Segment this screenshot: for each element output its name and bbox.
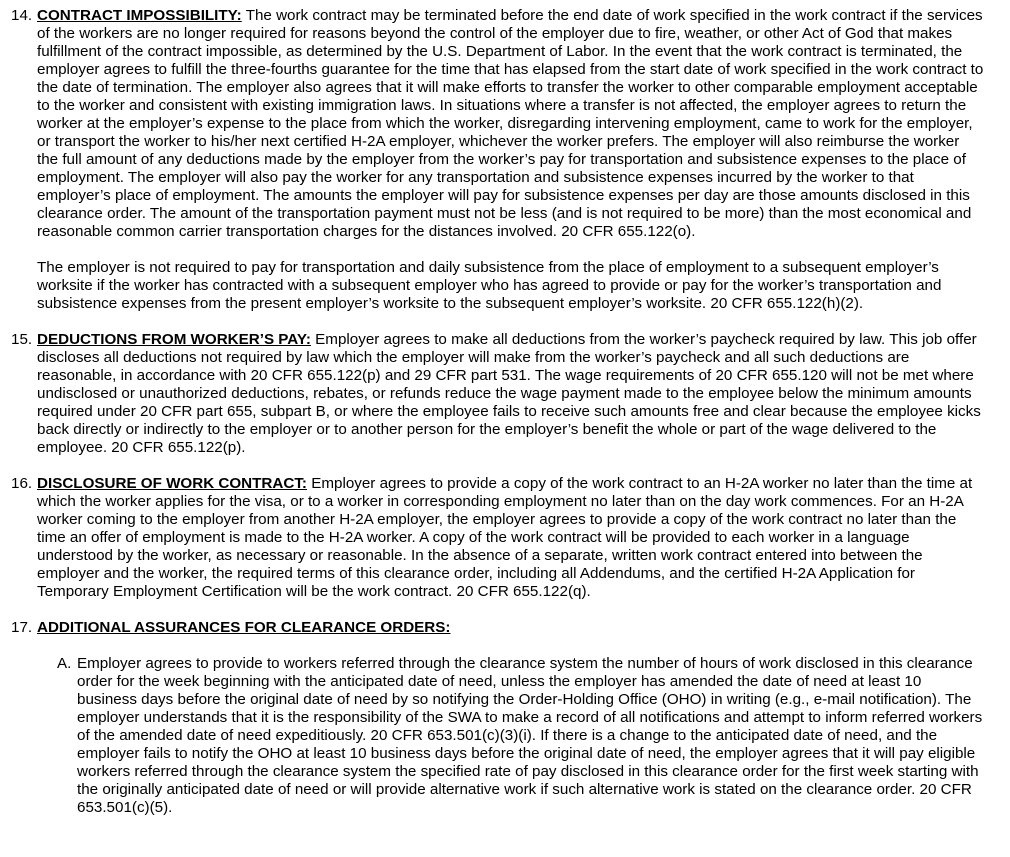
section-paragraph: The employer is not required to pay for transportation and daily subsistence from the place of employment to a subsequent employer’s worksite if the worker has contracted with a subsequent employer who has agreed to provide or pay for the worker’s transportation and subsistence expenses from the present employer’s worksite to the subsequent employer’s worksite. 20 CFR 655.122(h)(2).: [37, 259, 942, 312]
section-number: 17.: [11, 619, 33, 636]
section-number: 16.: [11, 475, 33, 492]
subitem-list: [57, 655, 984, 817]
section-body: [37, 331, 984, 457]
section-paragraph: [37, 475, 984, 601]
section-body: [37, 7, 984, 313]
section-15-deductions: [11, 331, 984, 457]
subitem-text: Employer agrees to provide to workers referred through the clearance system the number of hours of work disclosed in this clearance order for the week beginning with the anticipated date of need, unless the employer has amended the date of need at least 10 business days before the original date of need by so notifying the Order-Holding Office (OHO) in writing (e.g., e-mail notification). The employer understands that it is the responsibility of the SWA to make a record of all notifications and attempt to inform referred workers of the amended date of need expeditiously. 20 CFR 653.501(c)(3)(i). If there is a change to the anticipated date of need, and the employer fails to notify the OHO at least 10 business days before the original date of need, the employer agrees that it will pay eligible workers referred through the clearance system the specified rate of pay disclosed in this clearance order for the first week starting with the originally anticipated date of need or will provide alternative work if such alternative work is stated on the clearance order. 20 CFR 653.501(c)(5).: [77, 655, 983, 816]
section-number: 15.: [11, 331, 33, 348]
subitem-label: A.: [57, 655, 72, 672]
section-paragraph: [37, 619, 984, 637]
section-number: 14.: [11, 7, 33, 24]
section-body: [37, 619, 984, 817]
section-heading: DISCLOSURE OF WORK CONTRACT:: [37, 475, 307, 492]
subitem-a: [57, 655, 984, 817]
section-heading: CONTRACT IMPOSSIBILITY:: [37, 7, 242, 24]
section-16-disclosure: [11, 475, 984, 601]
section-14-contract-impossibility: [11, 7, 984, 313]
section-paragraph: [37, 7, 984, 241]
section-heading: DEDUCTIONS FROM WORKER’S PAY:: [37, 331, 311, 348]
section-heading: ADDITIONAL ASSURANCES FOR CLEARANCE ORDERS:: [37, 619, 451, 636]
section-text: Employer agrees to make all deductions from the worker’s paycheck required by law. This job offer discloses all deductions not required by law which the employer will make from the worker’s paycheck and all such deductions are reasonable, in accordance with 20 CFR 655.122(p) and 29 CFR part 531. The wage requirements of 20 CFR 655.120 will not be met where undisclosed or unauthorized deductions, rebates, or refunds reduce the wage payment made to the employee below the minimum amounts required under 20 CFR part 655, subpart B, or where the employee fails to receive such amounts free and clear because the employee kicks back directly or indirectly to the employer or to another person for the employer’s benefit the whole or part of the wage delivered to the employee. 20 CFR 655.122(p).: [37, 331, 981, 456]
section-paragraph: [37, 331, 984, 457]
section-17-additional-assurances: [11, 619, 984, 817]
section-text: The work contract may be terminated before the end date of work specified in the work contract if the services of the workers are no longer required for reasons beyond the control of the employer due to fire, weather, or other Act of God that makes fulfillment of the contract impossible, as determined by the U.S. Department of Labor. In the event that the work contract is terminated, the employer agrees to fulfill the three-fourths guarantee for the time that has elapsed from the start date of work specified in the work contract to the date of termination. The employer also agrees that it will make efforts to transfer the worker to other comparable employment acceptable to the worker and consistent with existing immigration laws. In situations where a transfer is not affected, the employer agrees to return the worker at the employer’s expense to the place from which the worker, disregarding intervening employment, came to work for the employer, or transport the worker to his/her next certified H-2A employer, whichever the worker prefers. The employer will also reimburse the worker the full amount of any deductions made by the employer from the worker’s pay for transportation and subsistence expenses to the place of employment. The employer will also pay the worker for any transportation and subsistence expenses incurred by the worker to that employer’s place of employment. The amounts the employer will pay for subsistence expenses per day are those amounts disclosed in this clearance order. The amount of the transportation payment must not be less (and is not required to be more) than the most economical and reasonable common carrier transportation charges for the distances involved. 20 CFR 655.122(o).: [37, 7, 984, 240]
section-body: [37, 475, 984, 601]
section-text: Employer agrees to provide a copy of the work contract to an H-2A worker no later than the time at which the worker applies for the visa, or to a worker in corresponding employment no later than on the day work commences. For an H-2A worker coming to the employer from another H-2A employer, the employer agrees to provide a copy of the work contract no later than the time an offer of employment is made to the H-2A worker. A copy of the work contract will be provided to each worker in a language understood by the worker, as necessary or reasonable. In the absence of a separate, written work contract entered into between the employer and the worker, the required terms of this clearance order, including all Addendums, and the certified H-2A Application for Temporary Employment Certification will be the work contract. 20 CFR 655.122(q).: [37, 475, 973, 600]
